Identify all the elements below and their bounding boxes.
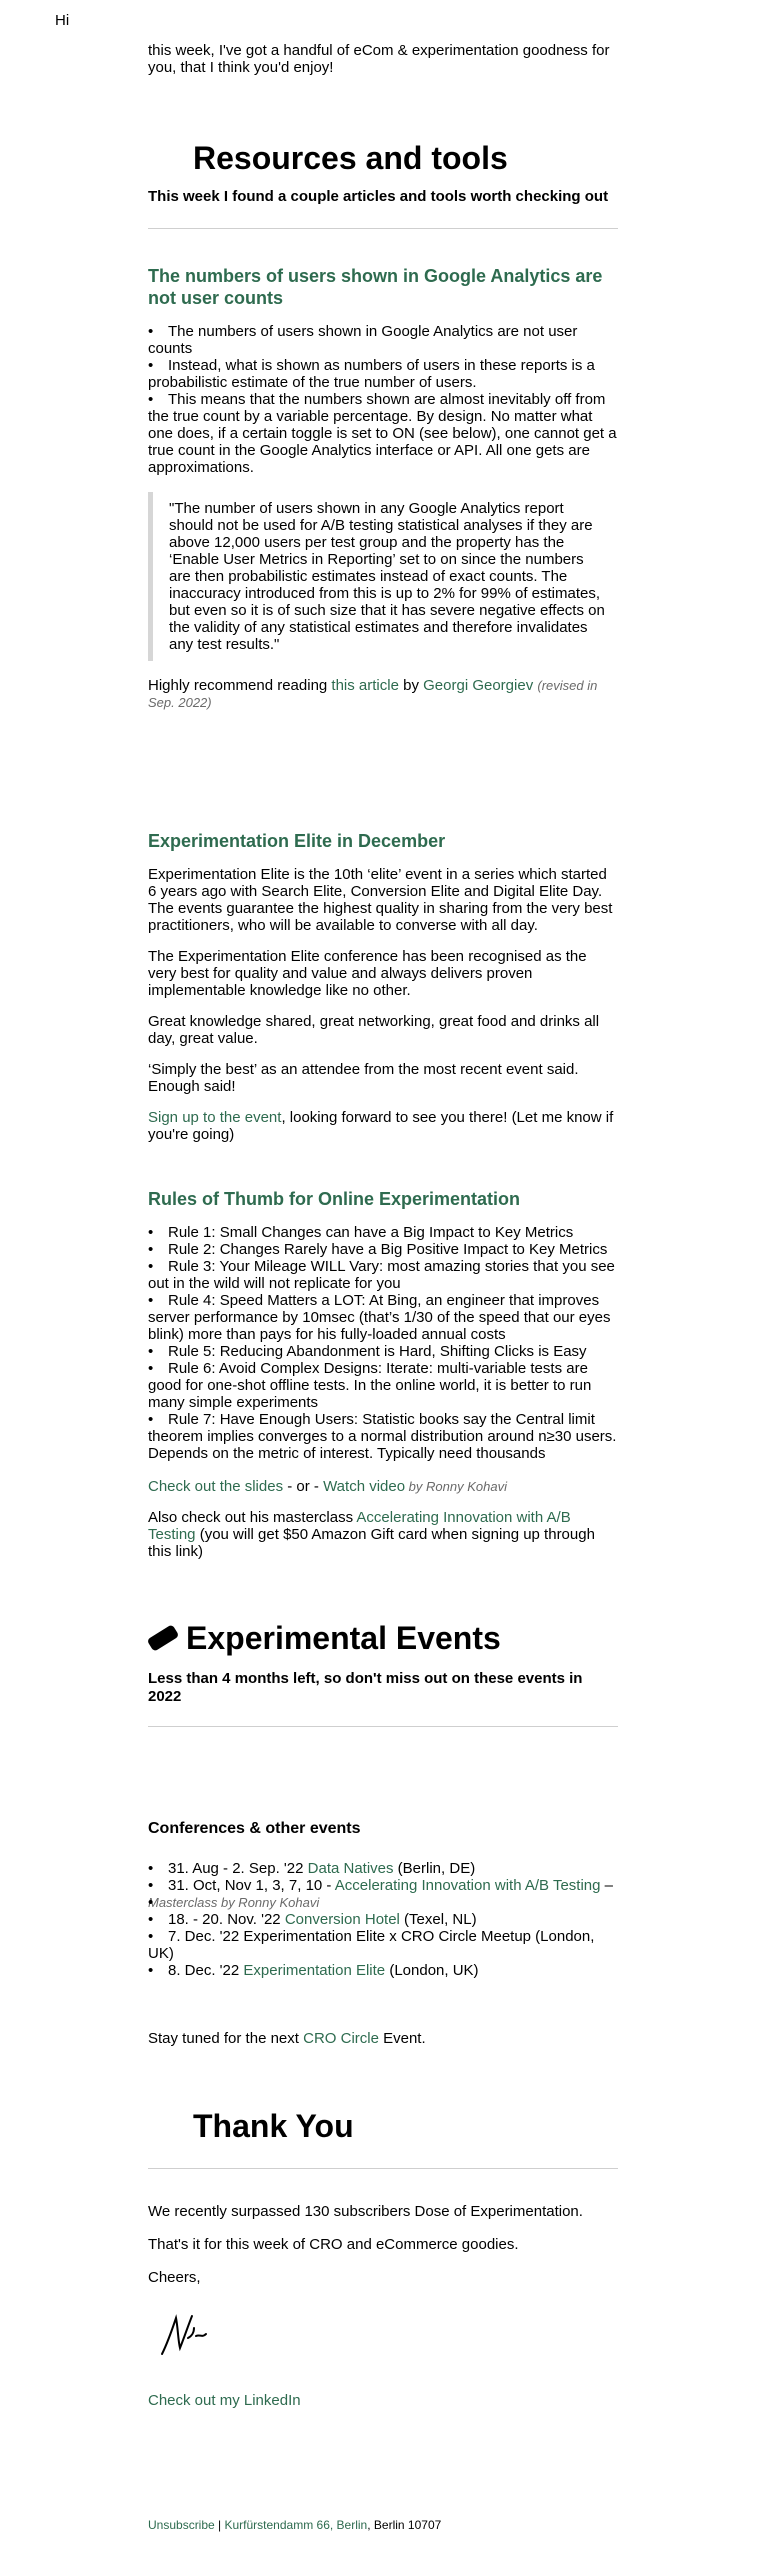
or-text: - or - — [283, 1478, 324, 1495]
closing-section — [148, 2203, 618, 2286]
event-link[interactable]: Data Natives — [307, 1860, 394, 1877]
masterclass-line — [148, 1509, 618, 1560]
list-item — [148, 1860, 618, 1877]
cro-circle-link[interactable]: CRO Circle — [303, 2030, 379, 2047]
events-header — [148, 1620, 618, 1656]
event-location: (Texel, NL) — [399, 1911, 477, 1928]
masterclass-link[interactable]: Accelerating Innovation with A/B Testing — [148, 1509, 571, 1543]
ga-article-bullets — [148, 323, 618, 476]
slides-video-line — [148, 1478, 618, 1495]
ga-article-title: The numbers of users shown in Google Analytics are not user counts — [148, 266, 603, 308]
slides-link[interactable]: Check out the slides — [148, 1478, 284, 1495]
conferences-title: Conferences & other events — [148, 1820, 361, 1837]
conferences-section — [148, 1820, 618, 1979]
event-link[interactable]: Conversion Hotel — [284, 1911, 400, 1928]
elite-title: Experimentation Elite in December — [148, 831, 446, 851]
rules-section — [148, 1188, 618, 1560]
article-link[interactable]: this article — [331, 677, 399, 694]
event-note-text: Masterclass by Ronny Kohavi — [148, 1895, 320, 1910]
unsubscribe-link[interactable]: Unsubscribe — [148, 2518, 215, 2532]
list-item — [148, 1877, 618, 1894]
rules-list — [148, 1224, 618, 1462]
resources-subtitle: This week I found a couple articles and tools worth checking out — [148, 188, 609, 205]
subscribers-text: We recently surpassed 130 subscribers Dose of Experimentation. — [148, 2203, 583, 2220]
event-text: 7. Dec. '22 Experimentation Elite x CRO Circle Meetup (London, UK) — [148, 1928, 595, 1962]
list-item: • The numbers of users shown in Google Analytics are not user counts — [148, 323, 618, 357]
masterclass-suffix: (you will get $50 Amazon Gift card when signing up through this link) — [148, 1526, 595, 1560]
elite-paragraph: Experimentation Elite is the 10th ‘elite’ event in a series which started 6 years ago with Search Elite, Conversion Elite and Digital Elite Day. The events guarantee the highest quality in sharing from the very best practitioners, who will be available to converse with all day. — [148, 866, 613, 934]
list-item: • This means that the numbers shown are almost inevitably off from the true count by a variable percentage. By design. No matter what one does, if a certain toggle is set to ON (see below), one cannot get a true count in the Google Analytics interface or API. All one gets are approximations. — [148, 391, 618, 476]
list-item — [148, 1962, 618, 1979]
stay-tuned-line — [148, 2030, 618, 2047]
closing-text: That's it for this week of CRO and eCommerce goodies. — [148, 2236, 519, 2253]
event-date: 31. Oct, Nov 1, 3, 7, 10 - — [168, 1877, 335, 1894]
event-date: 8. Dec. '22 — [168, 1962, 244, 1979]
stay-suffix: Event. — [378, 2030, 426, 2047]
footer — [148, 2517, 441, 2534]
list-item — [148, 1928, 618, 1962]
event-link[interactable]: Experimentation Elite — [243, 1962, 386, 1979]
intro-text: this week, I've got a handful of eCom & experimentation goodness for you, that I think you'd enjoy! — [148, 42, 610, 76]
events-list — [148, 1860, 618, 1979]
cheers-text: Cheers, — [148, 2269, 201, 2286]
list-item: • Rule 4: Speed Matters a LOT: At Bing, an engineer that improves server performance by 10msec (that’s 1/30 of the speed that our eyes blink) more than pays for his fully-loaded annual costs — [148, 1292, 618, 1343]
list-item: • Rule 1: Small Changes can have a Big Impact to Key Metrics — [148, 1224, 618, 1241]
divider — [148, 1726, 618, 1727]
ga-quote: "The number of users shown in any Google Analytics report should not be used for A/B testing statistical analyses if they are above 12,000 users per test group and the property has the ‘Enable User Metrics in Reporting’ set to on since the numbers are then probabilistic estimates instead of exact counts. The inaccuracy introduced from this is up to 2% for 99% of estimates, but even so it is of such size that it has severe negative effects on the validity of any statistical estimates and therefore invalidates any test results." — [148, 492, 618, 661]
event-location: – — [600, 1877, 613, 1894]
elite-paragraph: Great knowledge shared, great networking, great food and drinks all day, great value. — [148, 1013, 600, 1047]
elite-section — [148, 830, 618, 1143]
event-location: (Berlin, DE) — [393, 1860, 476, 1877]
rules-title: Rules of Thumb for Online Experimentation — [148, 1189, 521, 1209]
divider — [148, 2168, 618, 2169]
event-link[interactable]: Accelerating Innovation with A/B Testing — [334, 1877, 601, 1894]
masterclass-prefix: Also check out his masterclass — [148, 1509, 357, 1526]
signature-icon — [158, 2308, 210, 2360]
revised-note: (revised in Sep. 2022) — [148, 678, 598, 710]
list-item: • Rule 6: Avoid Complex Designs: Iterate: multi-variable tests are good for one-shot offline tests. In the online world, it is better to run many simple experiments — [148, 1360, 618, 1411]
elite-signup-line — [148, 1109, 618, 1143]
elite-paragraph: ‘Simply the best’ as an attendee from the most recent event said. Enough said! — [148, 1061, 579, 1095]
event-location: (London, UK) — [385, 1962, 479, 1979]
video-author: by Ronny Kohavi — [405, 1479, 507, 1494]
divider — [148, 228, 618, 229]
resources-heading: Resources and tools — [193, 140, 508, 176]
recommend-prefix: Highly recommend reading — [148, 677, 332, 694]
events-heading-text: Experimental Events — [186, 1620, 501, 1656]
list-item — [148, 1911, 618, 1928]
list-item: • Rule 7: Have Enough Users: Statistic books say the Central limit theorem implies converges to a normal distribution around n≥30 users. Depends on the metric of interest. Typically need thousands — [148, 1411, 618, 1462]
address-link[interactable]: Kurfürstendamm 66, Berlin — [224, 2518, 368, 2532]
list-item: • Instead, what is shown as numbers of users in these reports is a probabilistic estimate of the true number of users. — [148, 357, 618, 391]
event-date: 31. Aug - 2. Sep. '22 — [168, 1860, 308, 1877]
events-heading — [148, 1620, 618, 1656]
footer-postcode: , Berlin 10707 — [367, 2518, 442, 2532]
list-item: • Rule 5: Reducing Abandonment is Hard, Shifting Clicks is Easy — [148, 1343, 618, 1360]
events-subtitle: Less than 4 months left, so don't miss out on these events in 2022 — [148, 1670, 583, 1705]
recommend-line — [148, 677, 618, 711]
list-item: • Rule 3: Your Mileage WILL Vary: most amazing stories that you see out in the wild will not replicate for you — [148, 1258, 618, 1292]
author-link[interactable]: Georgi Georgiev — [423, 677, 534, 694]
by-text: by — [398, 677, 424, 694]
greeting: Hi — [55, 12, 70, 29]
elite-paragraph: The Experimentation Elite conference has been recognised as the very best for quality and value and always delivers proven implementable knowledge like no other. — [148, 948, 587, 999]
footer-sep: | — [214, 2518, 225, 2532]
event-note — [148, 1894, 618, 1911]
ga-article-section — [148, 265, 618, 711]
video-link[interactable]: Watch video — [323, 1478, 406, 1495]
linkedin-link[interactable]: Check out my LinkedIn — [148, 2392, 301, 2409]
list-item: • Rule 2: Changes Rarely have a Big Positive Impact to Key Metrics — [148, 1241, 618, 1258]
stay-prefix: Stay tuned for the next — [148, 2030, 304, 2047]
marker-icon — [147, 1624, 180, 1652]
signup-link[interactable]: Sign up to the event — [148, 1109, 282, 1126]
thank-you-heading: Thank You — [193, 2108, 354, 2144]
signup-rest: , looking forward to see you there! (Let me know if you're going) — [148, 1109, 614, 1143]
event-date: 18. - 20. Nov. '22 — [168, 1911, 285, 1928]
